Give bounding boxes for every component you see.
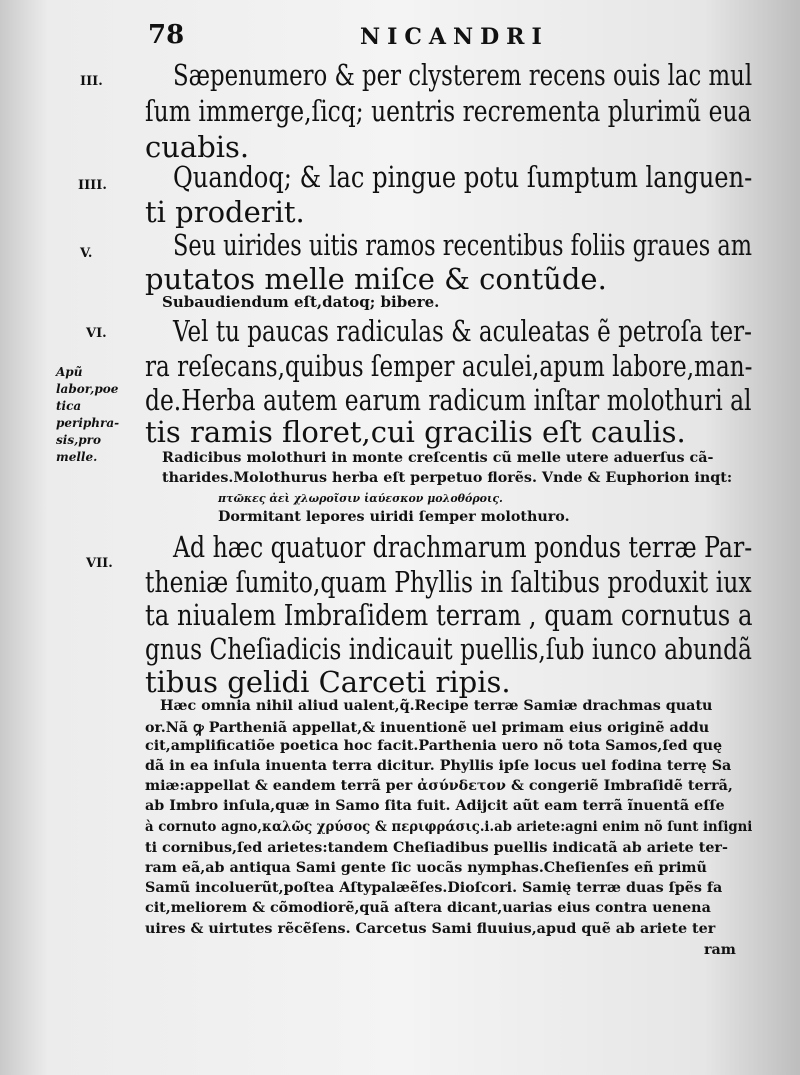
running-title: NICANDRI <box>360 24 549 50</box>
text-line: ra reſecans,quibus ſemper aculei,apum labore,man- <box>145 349 753 383</box>
text-line: Ad hæc quatuor drachmarum pondus terræ Par- <box>173 530 753 564</box>
text-line: uires & uirtutes rẽcẽſens. Carcetus Sami fluuius,apud quẽ ab ariete ter <box>145 921 716 937</box>
text-line: de.Herba autem earum radicum inſtar molothuri al <box>145 383 752 417</box>
text-line: ram <box>704 942 736 958</box>
text-line: Subaudiendum eſt,datoq; bibere. <box>162 293 440 311</box>
page-header <box>148 18 748 52</box>
text-line: miæ:appellat & eandem terrã per ἀσύνδετον & congeriẽ Imbraſidẽ terrã, <box>145 778 733 794</box>
margin-note-line: sis,pro melle. <box>56 433 101 464</box>
margin-number-6: VI. <box>86 326 107 341</box>
text-line: Seu uirides uitis ramos recentibus foliis graues am <box>173 228 752 262</box>
text-line: Hæc omnia nihil aliud ualent,q̃.Recipe terræ Samiæ drachmas quatu <box>160 698 713 714</box>
text-line: Radicibus molothuri in monte creſcentis cũ melle utere aduerſus cã- <box>162 450 714 466</box>
text-line: ſum immerge,ſicq; uentris recrementa plurimũ eua <box>145 94 752 128</box>
text-line: Dormitant lepores uiridi ſemper molothuro. <box>218 509 570 525</box>
text-line: πτῶκες ἀεὶ χλωροῖσιν ἰαύεσκον μολοθόροις. <box>218 492 503 505</box>
text-line: dã in ea inſula inuenta terra dicitur. Phyllis ipſe locus uel fodina terrę Sa <box>145 758 732 774</box>
margin-note <box>56 364 136 466</box>
text-line: tibus gelidi Carceti ripis. <box>145 665 511 699</box>
text-line: ram eã,ab antiqua Sami gente ſic uocãs nymphas.Cheſienſes eñ primũ <box>145 860 707 876</box>
margin-number-5: V. <box>80 246 93 261</box>
text-line: à cornuto agno,καλῶς χρύσος & περιφράσις.i.ab ariete:agni enim nõ ſunt inſigni <box>145 819 753 835</box>
text-line: cit,meliorem & cõmodiorẽ,quã aſtera dicant,uarias eius contra uenena <box>145 900 711 916</box>
text-line: tis ramis floret,cui gracilis eſt caulis. <box>145 415 686 449</box>
text-line: Quandoq; & lac pingue potu ſumptum languen- <box>173 160 753 194</box>
text-line: theniæ ſumito,quam Phyllis in ſaltibus produxit iux <box>145 565 752 599</box>
margin-number-7: VII. <box>86 556 113 571</box>
text-line: gnus Cheſiadicis indicauit puellis,ſub iunco abundã <box>145 632 752 666</box>
page-number: 78 <box>148 20 185 50</box>
text-line: Sæpenumero & per clysterem recens ouis lac mul <box>173 58 753 92</box>
text-line: cit,amplificatiõe poetica hoc facit.Parthenia uero nõ tota Samos,ſed quę <box>145 738 723 754</box>
text-line: tharides.Molothurus herba eſt perpetuo florẽs. Vnde & Euphorion inqt: <box>162 470 733 486</box>
margin-number-3: III. <box>80 74 103 89</box>
text-line: Samũ incoluerũt,poſtea Aſtypalæẽſes.Dioſcori. Samię terræ duas ſpẽs fa <box>145 880 723 896</box>
text-line: ta niualem Imbraſidem terram , quam cornutus a <box>145 598 753 632</box>
text-line: ti proderit. <box>145 195 305 229</box>
text-line: ab Imbro inſula,quæ in Samo ſita fuit. Adijcit aũt eam terrã ĩnuentã eſſe <box>145 798 725 814</box>
margin-note-line: Apũ labor,poe <box>56 365 119 396</box>
margin-note-line: tica periphra- <box>56 399 120 430</box>
text-line: Vel tu paucas radiculas & aculeatas ẽ petroſa ter- <box>173 314 752 348</box>
text-line: or.Nã ꝙ Partheniã appellat,& inuentionẽ uel primam eius originẽ addu <box>145 720 710 736</box>
text-line: putatos melle miſce & contũde. <box>145 262 607 296</box>
text-line: ti cornibus,ſed arietes:tandem Cheſiadibus puellis indicatã ab ariete ter- <box>145 840 728 856</box>
text-line: cuabis. <box>145 130 250 164</box>
margin-number-4: IIII. <box>78 178 107 193</box>
